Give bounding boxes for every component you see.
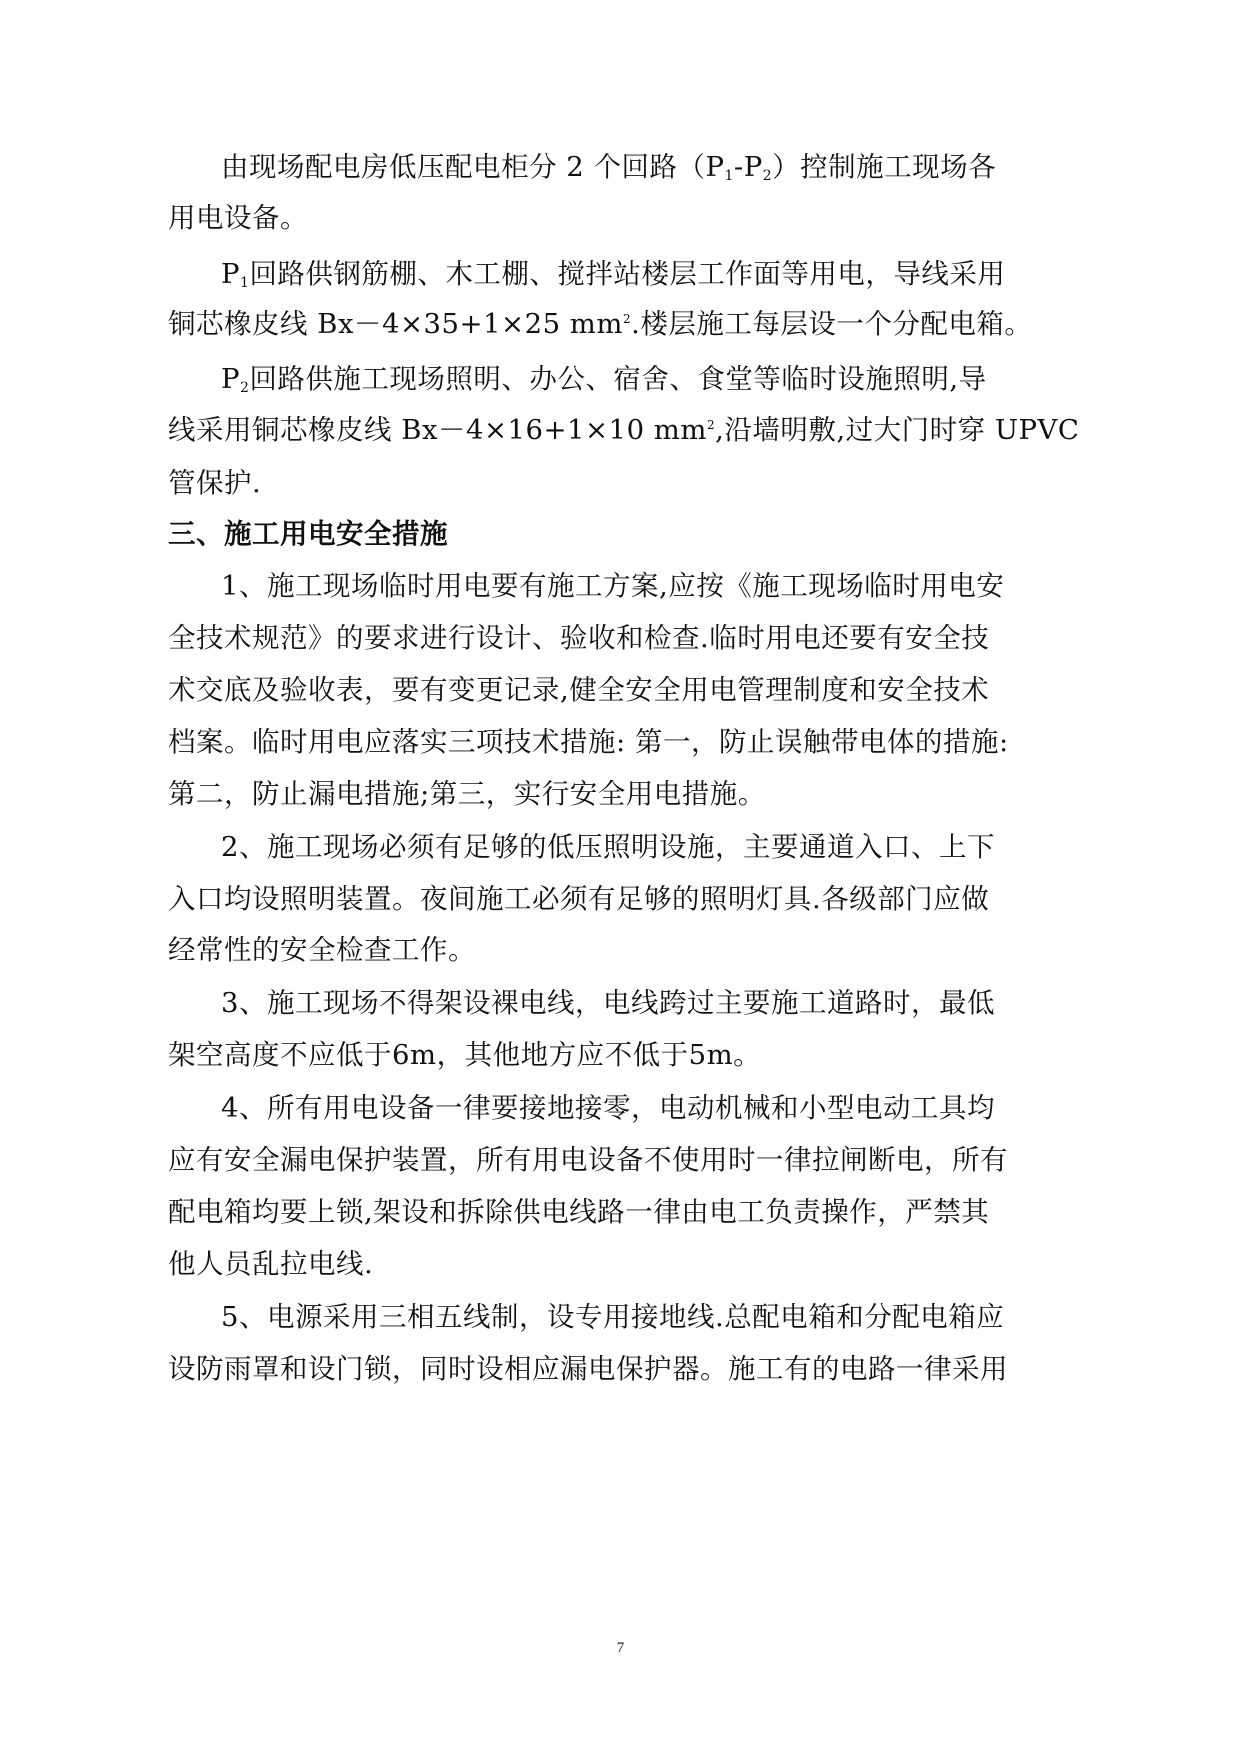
text-run: P: [221, 258, 241, 290]
paragraph-line: 用电设备。: [168, 202, 308, 234]
paragraph-line: 3、施工现场不得架设裸电线，电线跨过主要施工道路时，最低: [221, 987, 995, 1019]
paragraph-line: 2、施工现场必须有足够的低压照明设施，主要通道入口、上下: [221, 831, 995, 863]
superscript: 2: [706, 418, 716, 432]
text-run: 由现场配电房低压配电柜分 2 个回路（P: [221, 151, 725, 183]
paragraph-line: [168, 410, 1079, 450]
paragraph-line: 第二，防止漏电措施;第三，实行安全用电措施。: [168, 778, 766, 810]
text-run: .楼层施工每层设一个分配电箱。: [631, 308, 1033, 340]
paragraph-line: [221, 254, 1005, 294]
text-run: ）控制施工现场各: [772, 151, 997, 183]
paragraph-line: 1、施工现场临时用电要有施工方案,应按《施工现场临时用电安: [221, 570, 1005, 602]
text-run: 铜芯橡皮线 Bx－4×35+1×25 mm: [168, 308, 623, 340]
page-number: 7: [616, 1640, 625, 1656]
section-heading: 三、施工用电安全措施: [168, 518, 448, 550]
paragraph-line: 全技术规范》的要求进行设计、验收和检查.临时用电还要有安全技: [168, 622, 990, 654]
paragraph-line: [221, 147, 996, 187]
paragraph-line: 应有安全漏电保护装置，所有用电设备不使用时一律拉闸断电，所有: [168, 1144, 1008, 1176]
paragraph-line: 术交底及验收表，要有变更记录,健全安全用电管理制度和安全技术: [168, 674, 990, 706]
paragraph-line: 配电箱均要上锁,架设和拆除供电线路一律由电工负责操作，严禁其: [168, 1196, 990, 1228]
subscript: 1: [724, 168, 734, 184]
paragraph-line: 设防雨罩和设门锁，同时设相应漏电保护器。施工有的电路一律采用: [168, 1353, 1008, 1385]
paragraph-line: 4、所有用电设备一律要接地接零，电动机械和小型电动工具均: [221, 1092, 995, 1124]
paragraph-line: [221, 359, 987, 399]
paragraph-line: 他人员乱拉电线.: [168, 1248, 374, 1280]
text-run: ,沿墙明敷,过大门时穿 UPVC: [715, 414, 1080, 446]
paragraph-line: [168, 304, 1032, 344]
text-run: P: [221, 363, 241, 395]
paragraph-line: 5、电源采用三相五线制，设专用接地线.总配电箱和分配电箱应: [221, 1301, 1005, 1333]
paragraph-line: 入口均设照明装置。夜间施工必须有足够的照明灯具.各级部门应做: [168, 883, 990, 915]
subscript: 1: [240, 275, 250, 291]
paragraph-line: 管保护.: [168, 467, 262, 499]
paragraph-line: 经常性的安全检查工作。: [168, 934, 476, 966]
subscript: 2: [762, 168, 773, 184]
text-run: 线采用铜芯橡皮线 Bx－4×16+1×10 mm: [168, 414, 707, 446]
paragraph-line: 档案。临时用电应落实三项技术措施: 第一，防止误触带电体的措施:: [168, 726, 1009, 758]
paragraph-line: 架空高度不应低于6m，其他地方应不低于5m。: [168, 1039, 762, 1071]
text-run: -P: [733, 151, 763, 183]
subscript: 2: [240, 380, 250, 396]
text-run: 回路供钢筋棚、木工棚、搅拌站楼层工作面等用电，导线采用: [249, 258, 1006, 290]
text-run: 回路供施工现场照明、办公、宿舍、食堂等临时设施照明,导: [249, 363, 987, 395]
superscript: 2: [622, 312, 632, 326]
